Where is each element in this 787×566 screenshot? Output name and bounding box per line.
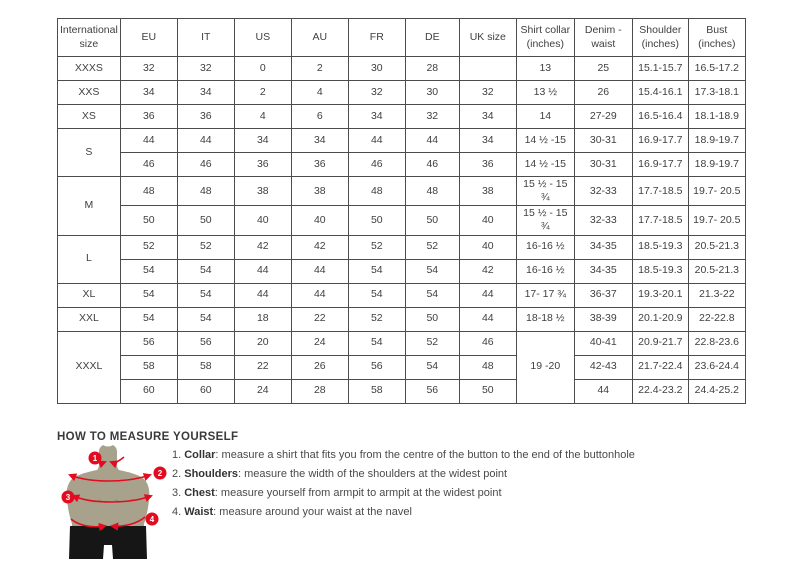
table-cell: 28 (291, 379, 348, 403)
table-cell: 48 (405, 177, 459, 206)
table-cell: 34 (291, 129, 348, 153)
column-header: DE (405, 19, 459, 57)
step-number: 2. (172, 468, 185, 480)
table-cell: 50 (405, 206, 459, 235)
table-cell: 22 (234, 355, 291, 379)
table-cell: 18 (234, 307, 291, 331)
step-label: Collar (184, 449, 216, 461)
column-header: US (234, 19, 291, 57)
table-cell: 54 (348, 259, 405, 283)
table-cell: 54 (348, 283, 405, 307)
table-cell: 20.1-20.9 (632, 307, 688, 331)
table-cell: 40 (459, 206, 516, 235)
measure-step (172, 449, 652, 461)
table-cell: 48 (120, 177, 177, 206)
table-row (58, 129, 746, 153)
column-header: Shoulder (inches) (632, 19, 688, 57)
table-cell: 42 (291, 235, 348, 259)
table-cell: 23.6-24.4 (688, 355, 745, 379)
table-cell: 19.3-20.1 (632, 283, 688, 307)
table-cell: 22-22.8 (688, 307, 745, 331)
table-cell: XXL (58, 307, 121, 331)
table-cell: 4 (234, 105, 291, 129)
step-number: 3. (172, 487, 185, 499)
table-cell: 40 (234, 206, 291, 235)
table-cell: 19.7- 20.5 (688, 206, 745, 235)
measure-section-title: HOW TO MEASURE YOURSELF (57, 431, 239, 443)
table-cell: 52 (348, 307, 405, 331)
table-cell: 24 (291, 331, 348, 355)
table-cell: 38 (459, 177, 516, 206)
table-cell: 18.5-19.3 (632, 259, 688, 283)
table-cell: 16-16 ½ (516, 235, 574, 259)
table-cell: 14 ½ -15 (516, 153, 574, 177)
table-row (58, 177, 746, 206)
table-cell: 28 (405, 57, 459, 81)
table-cell: 22 (291, 307, 348, 331)
table-cell: 46 (348, 153, 405, 177)
table-cell: 27-29 (574, 105, 632, 129)
table-row (58, 57, 746, 81)
table-cell: 44 (459, 307, 516, 331)
table-cell: 42-43 (574, 355, 632, 379)
table-cell: 21.7-22.4 (632, 355, 688, 379)
table-cell: 56 (177, 331, 234, 355)
table-cell: 36 (459, 153, 516, 177)
table-cell: 18.1-18.9 (688, 105, 745, 129)
column-header: Shirt collar (inches) (516, 19, 574, 57)
table-cell: 38 (234, 177, 291, 206)
table-cell: 2 (291, 57, 348, 81)
table-cell: 32 (348, 81, 405, 105)
table-cell: 52 (348, 235, 405, 259)
table-row (58, 206, 746, 235)
table-row (58, 331, 746, 355)
table-cell: 24 (234, 379, 291, 403)
table-cell: 34 (459, 105, 516, 129)
measure-step (172, 468, 652, 480)
table-cell: 54 (177, 283, 234, 307)
table-cell: 32 (120, 57, 177, 81)
table-cell: 42 (234, 235, 291, 259)
step-number: 1. (172, 449, 185, 461)
table-cell: 52 (405, 331, 459, 355)
table-cell: 54 (348, 331, 405, 355)
measure-step (172, 487, 652, 499)
badge-3-number: 3 (65, 493, 71, 502)
step-text: : measure a shirt that fits you from the centre of the button to the end of the buttonhole (215, 449, 635, 461)
table-cell: 42 (459, 259, 516, 283)
table-cell: 32-33 (574, 177, 632, 206)
column-header: IT (177, 19, 234, 57)
table-cell: 15 ½ - 15 ¾ (516, 177, 574, 206)
table-cell: 50 (459, 379, 516, 403)
table-row (58, 235, 746, 259)
table-cell: 32 (177, 57, 234, 81)
table-cell: 16-16 ½ (516, 259, 574, 283)
table-cell: 58 (177, 355, 234, 379)
table-cell: 18.9-19.7 (688, 153, 745, 177)
table-cell: XL (58, 283, 121, 307)
table-cell: 44 (574, 379, 632, 403)
table-row (58, 153, 746, 177)
table-cell: 16.5-16.4 (632, 105, 688, 129)
table-cell: 48 (459, 355, 516, 379)
table-cell: 34-35 (574, 235, 632, 259)
table-cell: 46 (120, 153, 177, 177)
column-header: International size (58, 19, 121, 57)
table-cell: 2 (234, 81, 291, 105)
column-header: EU (120, 19, 177, 57)
table-cell: 44 (177, 129, 234, 153)
column-header: UK size (459, 19, 516, 57)
table-cell: 40-41 (574, 331, 632, 355)
table-cell: 60 (120, 379, 177, 403)
table-cell: XS (58, 105, 121, 129)
table-cell: 18.9-19.7 (688, 129, 745, 153)
step-label: Waist (184, 506, 214, 518)
table-cell: 14 (516, 105, 574, 129)
table-cell: 54 (405, 283, 459, 307)
table-cell: 56 (405, 379, 459, 403)
table-cell: 36 (234, 153, 291, 177)
table-cell: 34-35 (574, 259, 632, 283)
table-cell: 15 ½ - 15 ¾ (516, 206, 574, 235)
table-cell: 58 (348, 379, 405, 403)
table-cell: 30-31 (574, 129, 632, 153)
table-row (58, 355, 746, 379)
table-cell: 4 (291, 81, 348, 105)
table-cell: 26 (291, 355, 348, 379)
table-cell: S (58, 129, 121, 177)
table-cell: 21.3-22 (688, 283, 745, 307)
table-cell: 44 (234, 283, 291, 307)
table-cell: 40 (459, 235, 516, 259)
table-cell: 32 (405, 105, 459, 129)
table-cell: 15.1-15.7 (632, 57, 688, 81)
table-cell: 22.8-23.6 (688, 331, 745, 355)
table-cell: 44 (120, 129, 177, 153)
table-cell: XXXL (58, 331, 121, 403)
measure-step (172, 506, 652, 518)
step-number: 4. (172, 506, 185, 518)
table-cell: 19.7- 20.5 (688, 177, 745, 206)
table-cell: M (58, 177, 121, 236)
table-cell: 34 (120, 81, 177, 105)
step-text: : measure yourself from armpit to armpit at the widest point (214, 487, 502, 499)
table-cell: 44 (234, 259, 291, 283)
table-cell: 15.4-16.1 (632, 81, 688, 105)
step-label: Chest (184, 487, 215, 499)
step-text: : measure around your waist at the navel (213, 506, 412, 518)
table-row (58, 105, 746, 129)
table-cell: 44 (291, 259, 348, 283)
table-cell: 56 (348, 355, 405, 379)
table-cell: XXS (58, 81, 121, 105)
table-cell: 36-37 (574, 283, 632, 307)
table-cell: 25 (574, 57, 632, 81)
table-cell: 56 (120, 331, 177, 355)
table-cell: 54 (177, 259, 234, 283)
table-cell: 50 (348, 206, 405, 235)
table-cell: 36 (291, 153, 348, 177)
table-cell: 46 (177, 153, 234, 177)
table-cell: 38-39 (574, 307, 632, 331)
measure-steps (172, 449, 652, 525)
column-header: FR (348, 19, 405, 57)
table-cell: 17.3-18.1 (688, 81, 745, 105)
table-cell: 40 (291, 206, 348, 235)
step-label: Shoulders (184, 468, 239, 480)
table-cell: L (58, 235, 121, 283)
table-cell: 13 ½ (516, 81, 574, 105)
table-cell: 20.5-21.3 (688, 259, 745, 283)
table-cell: 19 -20 (516, 331, 574, 403)
table-cell: 48 (177, 177, 234, 206)
table-cell: 50 (177, 206, 234, 235)
column-header: Bust (inches) (688, 19, 745, 57)
table-cell: 18.5-19.3 (632, 235, 688, 259)
table-cell: 44 (459, 283, 516, 307)
table-cell: 0 (234, 57, 291, 81)
table-row (58, 379, 746, 403)
mannequin-shorts (69, 526, 147, 559)
table-cell: 14 ½ -15 (516, 129, 574, 153)
table-cell: 54 (120, 283, 177, 307)
table-cell: 16.5-17.2 (688, 57, 745, 81)
table-row (58, 283, 746, 307)
table-cell: 18-18 ½ (516, 307, 574, 331)
table-cell: XXXS (58, 57, 121, 81)
table-cell: 30 (405, 81, 459, 105)
size-chart-header (58, 19, 746, 57)
table-cell: 20.5-21.3 (688, 235, 745, 259)
table-cell: 32-33 (574, 206, 632, 235)
table-cell: 44 (291, 283, 348, 307)
table-cell: 50 (405, 307, 459, 331)
table-cell: 34 (234, 129, 291, 153)
size-chart-table (57, 18, 746, 404)
table-row (58, 259, 746, 283)
table-cell: 54 (177, 307, 234, 331)
mannequin-torso (67, 445, 150, 534)
table-cell: 17.7-18.5 (632, 177, 688, 206)
table-cell: 22.4-23.2 (632, 379, 688, 403)
table-cell: 54 (405, 355, 459, 379)
badge-4-number: 4 (149, 515, 155, 524)
column-header: AU (291, 19, 348, 57)
table-cell: 24.4-25.2 (688, 379, 745, 403)
table-cell: 26 (574, 81, 632, 105)
table-cell: 34 (177, 81, 234, 105)
badge-1-number: 1 (92, 454, 98, 463)
table-cell: 6 (291, 105, 348, 129)
step-text: : measure the width of the shoulders at the widest point (238, 468, 508, 480)
table-row (58, 307, 746, 331)
table-cell: 38 (291, 177, 348, 206)
table-cell: 16.9-17.7 (632, 153, 688, 177)
table-cell (459, 57, 516, 81)
table-cell: 30 (348, 57, 405, 81)
table-cell: 60 (177, 379, 234, 403)
table-cell: 46 (459, 331, 516, 355)
table-cell: 54 (120, 307, 177, 331)
table-cell: 50 (120, 206, 177, 235)
table-cell: 48 (348, 177, 405, 206)
table-cell: 17- 17 ¾ (516, 283, 574, 307)
table-cell: 36 (177, 105, 234, 129)
table-cell: 54 (120, 259, 177, 283)
table-cell: 54 (405, 259, 459, 283)
table-cell: 30-31 (574, 153, 632, 177)
table-cell: 34 (459, 129, 516, 153)
table-cell: 32 (459, 81, 516, 105)
table-cell: 20.9-21.7 (632, 331, 688, 355)
table-cell: 36 (120, 105, 177, 129)
table-cell: 46 (405, 153, 459, 177)
table-cell: 52 (120, 235, 177, 259)
table-cell: 13 (516, 57, 574, 81)
column-header: Denim - waist (574, 19, 632, 57)
table-cell: 58 (120, 355, 177, 379)
table-cell: 44 (405, 129, 459, 153)
table-cell: 52 (405, 235, 459, 259)
table-cell: 52 (177, 235, 234, 259)
table-cell: 20 (234, 331, 291, 355)
badge-2-number: 2 (157, 469, 163, 478)
table-cell: 16.9-17.7 (632, 129, 688, 153)
table-cell: 17.7-18.5 (632, 206, 688, 235)
table-row (58, 81, 746, 105)
table-cell: 34 (348, 105, 405, 129)
measurement-figure (55, 444, 169, 566)
table-cell: 44 (348, 129, 405, 153)
